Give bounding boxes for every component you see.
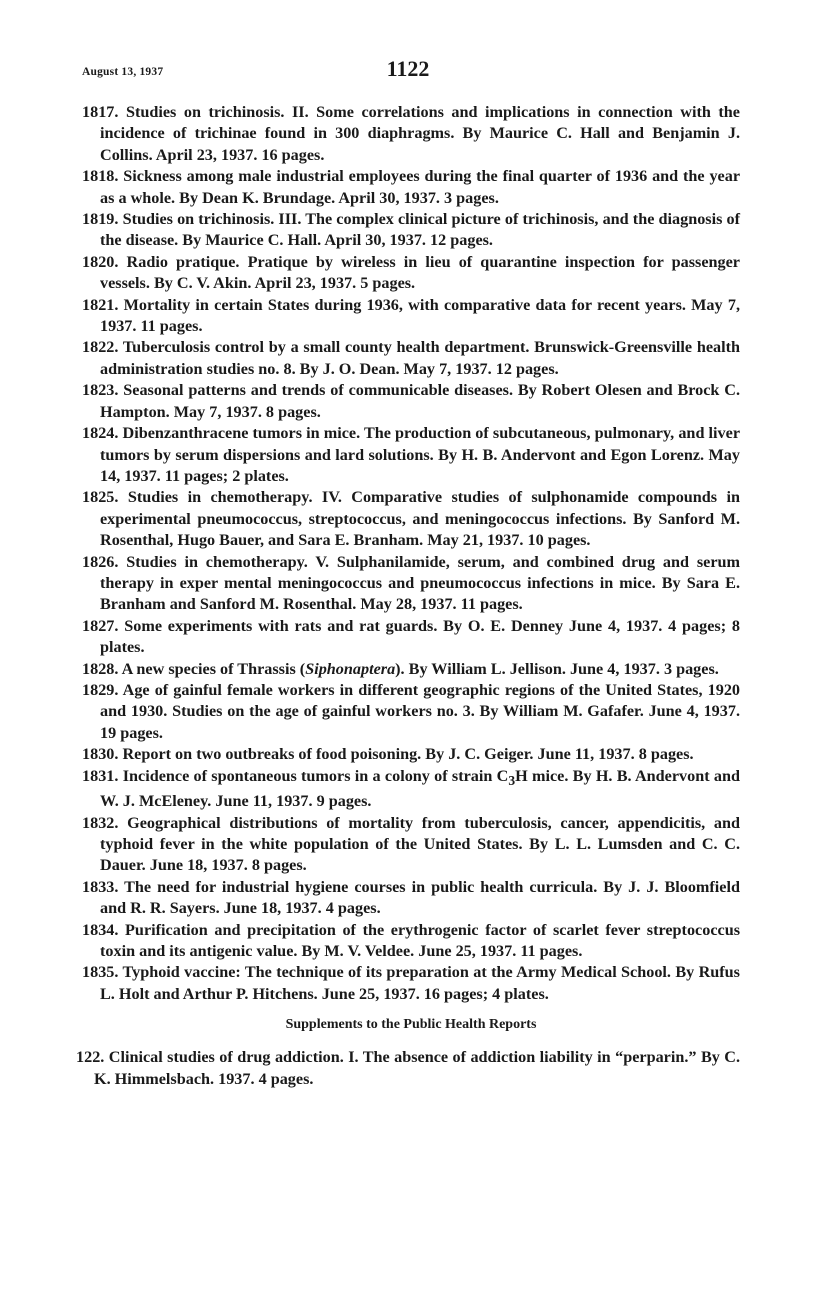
entry-text: Age of gainful female workers in different geographic regions of the United States, 1920 and 1930. Studies on the age of gainful workers no. 3. By William M. Gafafer. June 4, 1937. 19 pages.	[100, 680, 741, 742]
entry-text: Some experiments with rats and rat guards. By O. E. Denney June 4, 1937. 4 pages; 8 plates.	[100, 616, 741, 657]
entry-text: Seasonal patterns and trends of communicable diseases. By Robert Olesen and Brock C. Hampton. May 7, 1937. 8 pages.	[100, 381, 740, 421]
entry-number: 1823.	[82, 381, 119, 400]
list-item	[76, 1047, 740, 1090]
entry-number: 1835.	[82, 963, 119, 982]
list-item	[82, 920, 740, 963]
list-item	[82, 744, 740, 765]
list-item	[82, 380, 740, 423]
list-item	[82, 766, 740, 813]
list-item	[82, 295, 740, 338]
section-heading: Supplements to the Public Health Reports	[285, 1017, 537, 1033]
entry-number: 1824.	[82, 424, 119, 443]
entry-number: 1827.	[82, 616, 119, 635]
entry-text: The need for industrial hygiene courses in public health curricula. By J. J. Bloomfield and R. R. Sayers. June 18, 1937. 4 pages.	[100, 877, 740, 918]
entry-number: 1833.	[82, 877, 119, 896]
entry-text-before: Incidence of spontaneous tumors in a colony of strain C	[122, 766, 509, 785]
entry-number: 1822.	[82, 338, 119, 357]
list-item	[82, 552, 740, 616]
running-header-date: August 13, 1937	[82, 66, 164, 78]
entry-text: Studies in chemotherapy. IV. Comparative studies of sulphonamide compounds in experimental pneumococcus, streptococcus, and meningococcus infections. By Sanford M. Rosenthal, Hugo Bauer, and Sara E. Branham. May 21, 1937. 10 pages.	[100, 488, 740, 550]
page-number: 1122	[386, 56, 430, 81]
list-item	[82, 252, 740, 295]
entry-text: Sickness among male industrial employees during the final quarter of 1936 and the year as a whole. By Dean K. Brundage. April 30, 1937. 3 pages.	[100, 167, 741, 207]
entry-text: Radio pratique. Pratique by wireless in lieu of quarantine inspection for passenger vessels. By C. V. Akin. April 23, 1937. 5 pages.	[100, 252, 740, 293]
entry-text-after: ). By William L. Jellison. June 4, 1937. 3 pages.	[395, 659, 719, 678]
entry-number: 1834.	[82, 920, 119, 939]
entry-number: 1831.	[82, 766, 119, 785]
list-item	[82, 487, 740, 551]
entry-number: 1821.	[82, 295, 119, 314]
list-item	[82, 166, 740, 209]
entry-text: Geographical distributions of mortality from tuberculosis, cancer, appendicitis, and typhoid fever in the white population of the United States. By L. L. Lumsden and C. C. Dauer. June 18, 1937. 8 pages.	[100, 813, 740, 875]
entry-number: 1830.	[82, 745, 119, 764]
entry-text: Dibenzanthracene tumors in mice. The production of subcutaneous, pulmonary, and liver tumors by serum dispersions and lard solutions. By H. B. Andervont and Egon Lorenz. May 14, 1937. 11 pages; 2 plates.	[100, 424, 741, 485]
list-item	[82, 877, 740, 920]
list-item	[82, 337, 740, 380]
entry-number: 1828.	[82, 659, 119, 678]
entry-text-after: H mice. By H. B. Andervont and W. J. McEleney. June 11, 1937. 9 pages.	[100, 766, 741, 811]
entry-number: 1818.	[82, 167, 119, 186]
entry-italic-term: Siphonaptera	[305, 659, 396, 678]
list-item	[82, 659, 740, 680]
entry-number: 1820.	[82, 252, 119, 271]
entry-text: Studies on trichinosis. III. The complex clinical picture of trichinosis, and the diagnosis of the disease. By Maurice C. Hall. April 30, 1937. 12 pages.	[100, 210, 741, 250]
list-item	[82, 102, 740, 166]
entry-text: Purification and precipitation of the erythrogenic factor of scarlet fever streptococcus toxin and its antigenic value. By M. V. Veldee. June 25, 1937. 11 pages.	[100, 920, 740, 961]
list-item	[82, 962, 740, 1005]
entry-text: Clinical studies of drug addiction. I. The absence of addiction liability in “perparin.” By C. K. Himmelsbach. 1937. 4 pages.	[94, 1048, 741, 1088]
list-item	[82, 813, 740, 877]
entry-text: Studies on trichinosis. II. Some correlations and implications in connection with the incidence of trichinae found in 300 diaphragms. By Maurice C. Hall and Benjamin J. Collins. April 23, 1937. 16 pages.	[100, 103, 740, 164]
list-item	[82, 616, 740, 659]
entry-number: 1829.	[82, 680, 119, 699]
entry-subscript: 3	[508, 772, 516, 788]
list-item	[82, 680, 740, 744]
entry-text: Studies in chemotherapy. V. Sulphanilamide, serum, and combined drug and serum therapy in exper mental meningococcus and pneumococcus infections in mice. By Sara E. Branham and Sanford M. Rosenthal. May 28, 1937. 11 pages.	[100, 552, 740, 614]
entry-number: 1819.	[82, 210, 119, 229]
list-item	[82, 209, 740, 252]
entry-number: 1825.	[82, 488, 119, 507]
entry-text: Typhoid vaccine: The technique of its preparation at the Army Medical School. By Rufus L. Holt and Arthur P. Hitchens. June 25, 1937. 16 pages; 4 plates.	[100, 963, 740, 1003]
entry-text: Tuberculosis control by a small county health department. Brunswick-Greensville health administration studies no. 8. By J. O. Dean. May 7, 1937. 12 pages.	[100, 338, 740, 378]
entry-text: Report on two outbreaks of food poisoning. By J. C. Geiger. June 11, 1937. 8 pages.	[122, 745, 694, 764]
entry-text-before: A new species of Thrassis (	[121, 659, 306, 678]
entry-number: 122.	[76, 1048, 105, 1067]
publication-list	[76, 102, 741, 1090]
entry-number: 1817.	[82, 103, 119, 121]
entry-text: Mortality in certain States during 1936, with comparative data for recent years. May 7, 1937. 11 pages.	[100, 295, 740, 336]
list-item	[82, 423, 740, 487]
entry-number: 1832.	[82, 813, 119, 832]
entry-number: 1826.	[82, 552, 119, 571]
